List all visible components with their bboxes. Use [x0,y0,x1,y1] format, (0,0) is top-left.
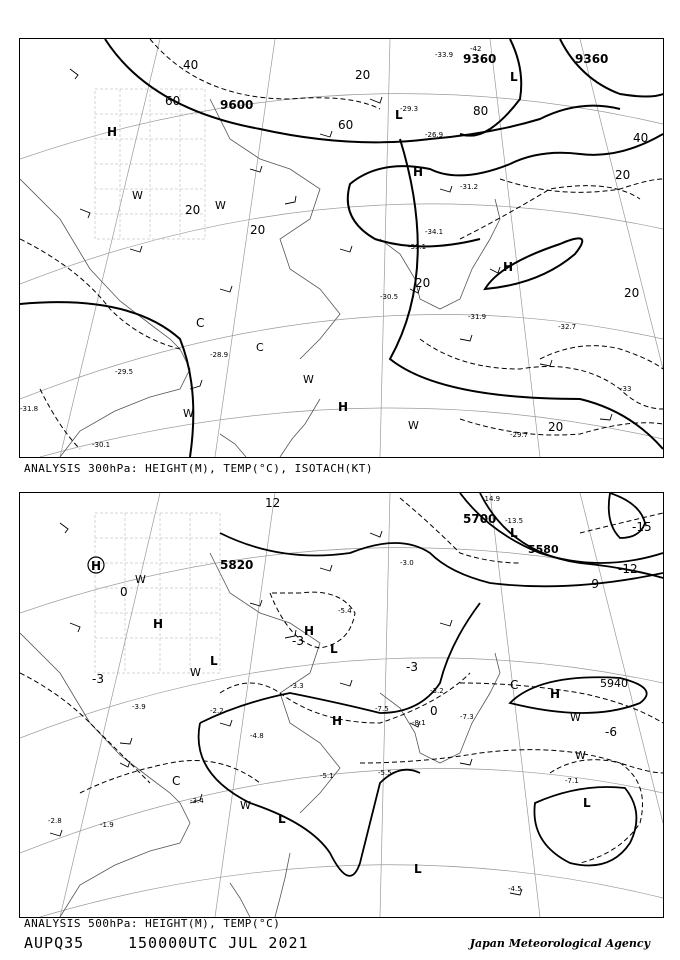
low-center: L [510,526,518,540]
cold-center: C [510,678,519,692]
high-center: H [503,260,514,274]
temp-value: -33.9 [435,51,454,59]
height-contours [20,39,663,457]
caption-500hpa: ANALYSIS 500hPa: HEIGHT(M), TEMP(°C) [24,917,281,930]
high-center: H [338,400,349,414]
temperature-contour-labels [92,496,652,739]
temp-value: -32.7 [558,323,577,331]
warm-mark: W [575,749,586,762]
warm-mark: W [135,573,146,586]
temp-value: -8.1 [412,719,426,727]
temp-value: -29.7 [510,431,529,439]
warm-mark: W [183,407,194,420]
cold-mark: C [256,341,264,354]
temp-value: -31.9 [468,313,487,321]
height-label: 5820 [220,558,254,572]
temp-value: -31.2 [460,183,479,191]
warm-mark: W [215,199,226,212]
cold-center: C [172,774,181,788]
temp-value: -4.5 [508,885,522,893]
height-label: 5700 [463,512,497,526]
isotach-label: 40 [633,131,649,145]
warm-mark: W [303,373,314,386]
high-center: H [413,165,424,179]
temp-value: -26.9 [425,131,444,139]
caption-300hpa: ANALYSIS 300hPa: HEIGHT(M), TEMP(°C), ISOTACH(KT) [24,462,374,475]
isotach-label: 20 [548,420,564,434]
hatched-areas [95,513,220,673]
warm-cold-marks [135,573,586,812]
isotach-label: 60 [338,118,354,132]
temp-value: -33 [620,385,632,393]
isotach-label: 20 [250,223,266,237]
map-300hpa [19,38,664,458]
temp-value: -42 [470,45,482,53]
temp-value: -3.9 [132,703,146,711]
temp-value: -34.1 [425,228,444,236]
height-label: 9360 [463,52,497,66]
warm-cold-marks [132,189,419,432]
low-center: L [510,70,518,84]
high-center: H [107,125,118,139]
temp-value: -7.5 [375,705,389,713]
height-label: 9360 [575,52,609,66]
map-500hpa-canvas [20,493,663,917]
dashed-contours [20,498,663,863]
temp-value: -31.8 [20,405,39,413]
high-center: H [91,559,102,573]
isotach-label: 20 [615,168,631,182]
isotach-label: 20 [185,203,201,217]
high-center: H [332,714,343,728]
temp-value: -30.1 [92,441,111,449]
cold-center: C [196,316,205,330]
isotach-label: 20 [415,276,431,290]
temp-value: -5.5 [378,769,392,777]
temp-contour-label: 0 [120,585,128,599]
pressure-systems [107,70,518,414]
low-center: L [414,862,422,876]
temp-value: -3.0 [400,559,414,567]
temp-value: -29.5 [115,368,134,376]
temp-value: -3.4 [190,797,204,805]
height-label: 5580 [528,543,559,556]
temp-value: -2.8 [48,817,62,825]
temp-contour-label: 12 [265,496,281,510]
temp-value: -5.1 [320,772,334,780]
low-center: L [395,108,403,122]
isotach-label: 80 [473,104,489,118]
temp-value: -3.2 [430,687,444,695]
low-center: L [210,654,218,668]
low-center: L [583,796,591,810]
height-contours [199,493,663,876]
temp-contour-label: -12 [618,562,638,576]
low-center: L [278,812,286,826]
wind-barbs [50,523,522,895]
high-center: H [153,617,164,631]
dashed-contours [20,39,663,449]
temp-contour-label: -3 [406,660,418,674]
warm-mark: W [190,666,201,679]
graticule [20,493,663,917]
graticule [20,39,663,457]
temp-value: -3.3 [290,682,304,690]
warm-mark: W [408,419,419,432]
isotach-label: 60 [165,94,181,108]
warm-mark: W [570,711,581,724]
temp-value: -5.4 [338,607,352,615]
temp-value: -14.9 [482,495,501,503]
temp-value: -7.3 [460,713,474,721]
map-500hpa [19,492,664,918]
warm-mark: W [132,189,143,202]
temp-value: -29.3 [400,105,419,113]
high-center: H [304,624,315,638]
warm-mark: W [240,799,251,812]
isotach-label: 40 [183,58,199,72]
temp-value: -4.8 [250,732,264,740]
valid-time: 150000UTC JUL 2021 [128,934,309,952]
temperature-values [20,45,631,449]
temp-contour-label: -3 [292,634,304,648]
chart-code: AUPQ35 [24,934,85,952]
isotach-label: 20 [624,286,640,300]
temp-value: -7.1 [565,777,579,785]
temp-contour-label: -6 [605,725,617,739]
temp-value: -2.2 [210,707,224,715]
low-center: L [330,642,338,656]
temp-value: -13.5 [505,517,524,525]
height-label: 9600 [220,98,254,112]
height-label: 5940 [600,677,628,690]
temp-value: -30.5 [380,293,399,301]
temp-contour-label: -3 [92,672,104,686]
map-300hpa-canvas [20,39,663,457]
temp-contour-label: 0 [430,704,438,718]
height-labels [220,512,628,690]
isotach-label: 20 [355,68,371,82]
temp-contour-label: -15 [632,520,652,534]
height-labels [220,52,608,112]
high-center: H [550,687,561,701]
temp-contour-label: -9 [587,577,599,591]
temp-value: -1.9 [100,821,114,829]
temp-value: -35.1 [408,243,427,251]
temp-value: -28.9 [210,351,229,359]
pressure-systems [88,526,591,876]
agency-credit: Japan Meteorological Agency [469,937,650,950]
